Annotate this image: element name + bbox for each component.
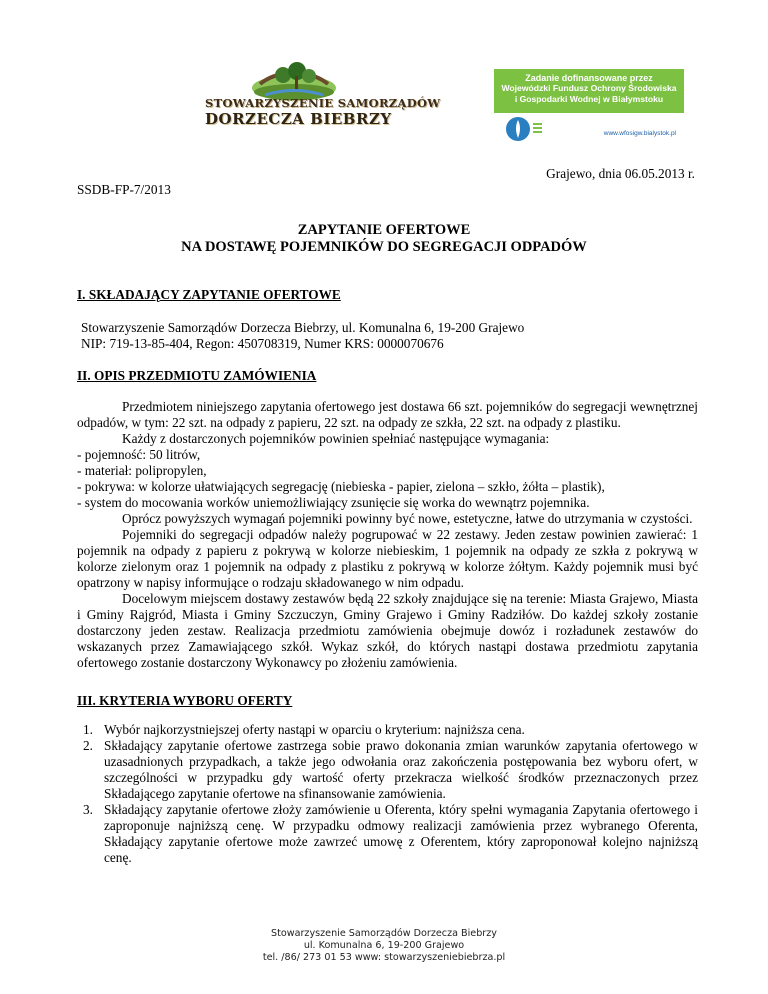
- section2-paragraph: Oprócz powyższych wymagań pojemniki powinny być nowe, estetyczne, łatwe do utrzymania w czystości.: [122, 511, 693, 526]
- logo-text-line2: DORZECZA BIEBRZY: [205, 110, 392, 128]
- footer-name: Stowarzyszenie Samorządów Dorzecza Biebrzy: [271, 928, 497, 939]
- funding-line2: Wojewódzki Fundusz Ochrony Środowiska: [501, 83, 677, 93]
- section1-registration: NIP: 719-13-85-404, Regon: 450708319, Numer KRS: 0000070676: [81, 336, 444, 351]
- page-footer: [0, 928, 768, 964]
- list-item: [77, 738, 698, 802]
- list-item-number: 2.: [83, 738, 93, 753]
- funding-line3: i Gospodarki Wodnej w Białymstoku: [514, 94, 664, 104]
- section1-body: [81, 320, 524, 352]
- list-item-text: Składający zapytanie ofertowe zastrzega sobie prawo dokonania zmian warunków zapytania ofertowego w uzasadnionych przypadkach, a także jego odwołania oraz zakończenia postępowania bez wyboru ofert, w szczególności w przypadku gdy wartość oferty przekracza wielkość środków przeznaczonych przez Składającego zapytanie ofertowe na sfinansowanie zamówienia.: [104, 738, 698, 801]
- requirement-item: - pokrywa: w kolorze ułatwiających segregację (niebieska - papier, zielona – szkło, żółta – plastik),: [77, 479, 605, 494]
- funding-logo: [494, 69, 684, 144]
- title-line1: ZAPYTANIE OFERTOWE: [297, 222, 471, 238]
- section1-heading: I. SKŁADAJĄCY ZAPYTANIE OFERTOWE: [77, 287, 341, 302]
- list-item: [77, 722, 698, 738]
- section2-paragraph: Przedmiotem niniejszego zapytania ofertowego jest dostawa 66 szt. pojemników do segregacji wewnętrznej odpadów, w tym: 22 szt. na odpady z papieru, 22 szt. na odpady ze szkła, 22 szt. na odpady z plastiku.: [77, 399, 698, 430]
- section3-heading: III. KRYTERIA WYBORU OFERTY: [77, 693, 293, 708]
- logo-text-line1: STOWARZYSZENIE SAMORZĄDÓW: [205, 96, 441, 110]
- section2-paragraph: Każdy z dostarczonych pojemników powinien spełniać następujące wymagania:: [122, 431, 550, 446]
- criteria-list: [77, 722, 698, 866]
- wfosigw-emblem-icon: [504, 114, 544, 144]
- title-line2: NA DOSTAWĘ POJEMNIKÓW DO SEGREGACJI ODPADÓW: [181, 239, 587, 255]
- funding-banner: [494, 69, 684, 113]
- list-item-number: 1.: [83, 722, 93, 737]
- requirement-item: - materiał: polipropylen,: [77, 463, 207, 478]
- section2-paragraph: Docelowym miejscem dostawy zestawów będą 22 szkoły znajdujące się na terenie: Miasta Grajewo, Miasta i Gminy Rajgród, Miasta i Gminy Szczuczyn, Gminy Grajewo i Gminy Radziłów. Do każdej szkoły zostanie dostarczony jeden zestaw. Realizacja przedmiotu zamówienia obejmuje dowóz i rozładunek zestawów do wskazanych przez Zamawiającego szkół. Wykaz szkół, do których nastąpi dostawa przedmiotu zapytania ofertowego zostanie dostarczony Wykonawcy po złożeniu zamówienia.: [77, 591, 698, 670]
- list-item-number: 3.: [83, 802, 93, 817]
- section2-body: [77, 399, 698, 671]
- funding-url: www.wfosigw.bialystok.pl: [603, 130, 676, 137]
- list-item-text: Składający zapytanie ofertowe złoży zamówienie u Oferenta, który spełni wymagania Zapytania ofertowego i zaproponuje najniższą cenę. W przypadku odmowy realizacji zamówienia przez wybranego Oferenta, Składający zapytanie ofertowe może zawrzeć umowę z Oferentem, który zaproponował kolejno najniższą cenę.: [104, 802, 698, 865]
- section1-address: Stowarzyszenie Samorządów Dorzecza Biebrzy, ul. Komunalna 6, 19-200 Grajewo: [81, 320, 525, 335]
- list-item: [77, 802, 698, 866]
- document-reference: SSDB-FP-7/2013: [77, 182, 171, 197]
- footer-address: ul. Komunalna 6, 19-200 Grajewo: [303, 940, 465, 951]
- requirement-item: - system do mocowania worków uniemożliwiający zsunięcie się worka do wewnątrz pojemnika.: [77, 495, 590, 510]
- document-title: [0, 222, 768, 256]
- requirement-item: - pojemność: 50 litrów,: [77, 447, 201, 462]
- funding-line1: Zadanie dofinansowane przez: [525, 73, 653, 83]
- footer-contact: tel. /86/ 273 01 53 www: stowarzyszeniebiebrza.pl: [262, 952, 506, 963]
- section2-heading: II. OPIS PRZEDMIOTU ZAMÓWIENIA: [77, 368, 317, 383]
- document-date: Grajewo, dnia 06.05.2013 r.: [546, 166, 695, 181]
- association-logo: [205, 62, 441, 142]
- section2-paragraph: Pojemniki do segregacji odpadów należy pogrupować w 22 zestawy. Jeden zestaw powinien zawierać: 1 pojemnik na odpady z papieru z pokrywą w kolorze niebieskim, 1 pojemnik na odpady ze szkła z pokrywą w kolorze zielonym oraz 1 pojemnik na odpady z plastiku z pokrywą w kolorze żółtym. Każdy pojemnik musi być opatrzony w napisy informujące o rodzaju składowanego w nim odpadu.: [77, 527, 698, 590]
- list-item-text: Wybór najkorzystniejszej oferty nastąpi w oparciu o kryterium: najniższa cena.: [104, 722, 525, 737]
